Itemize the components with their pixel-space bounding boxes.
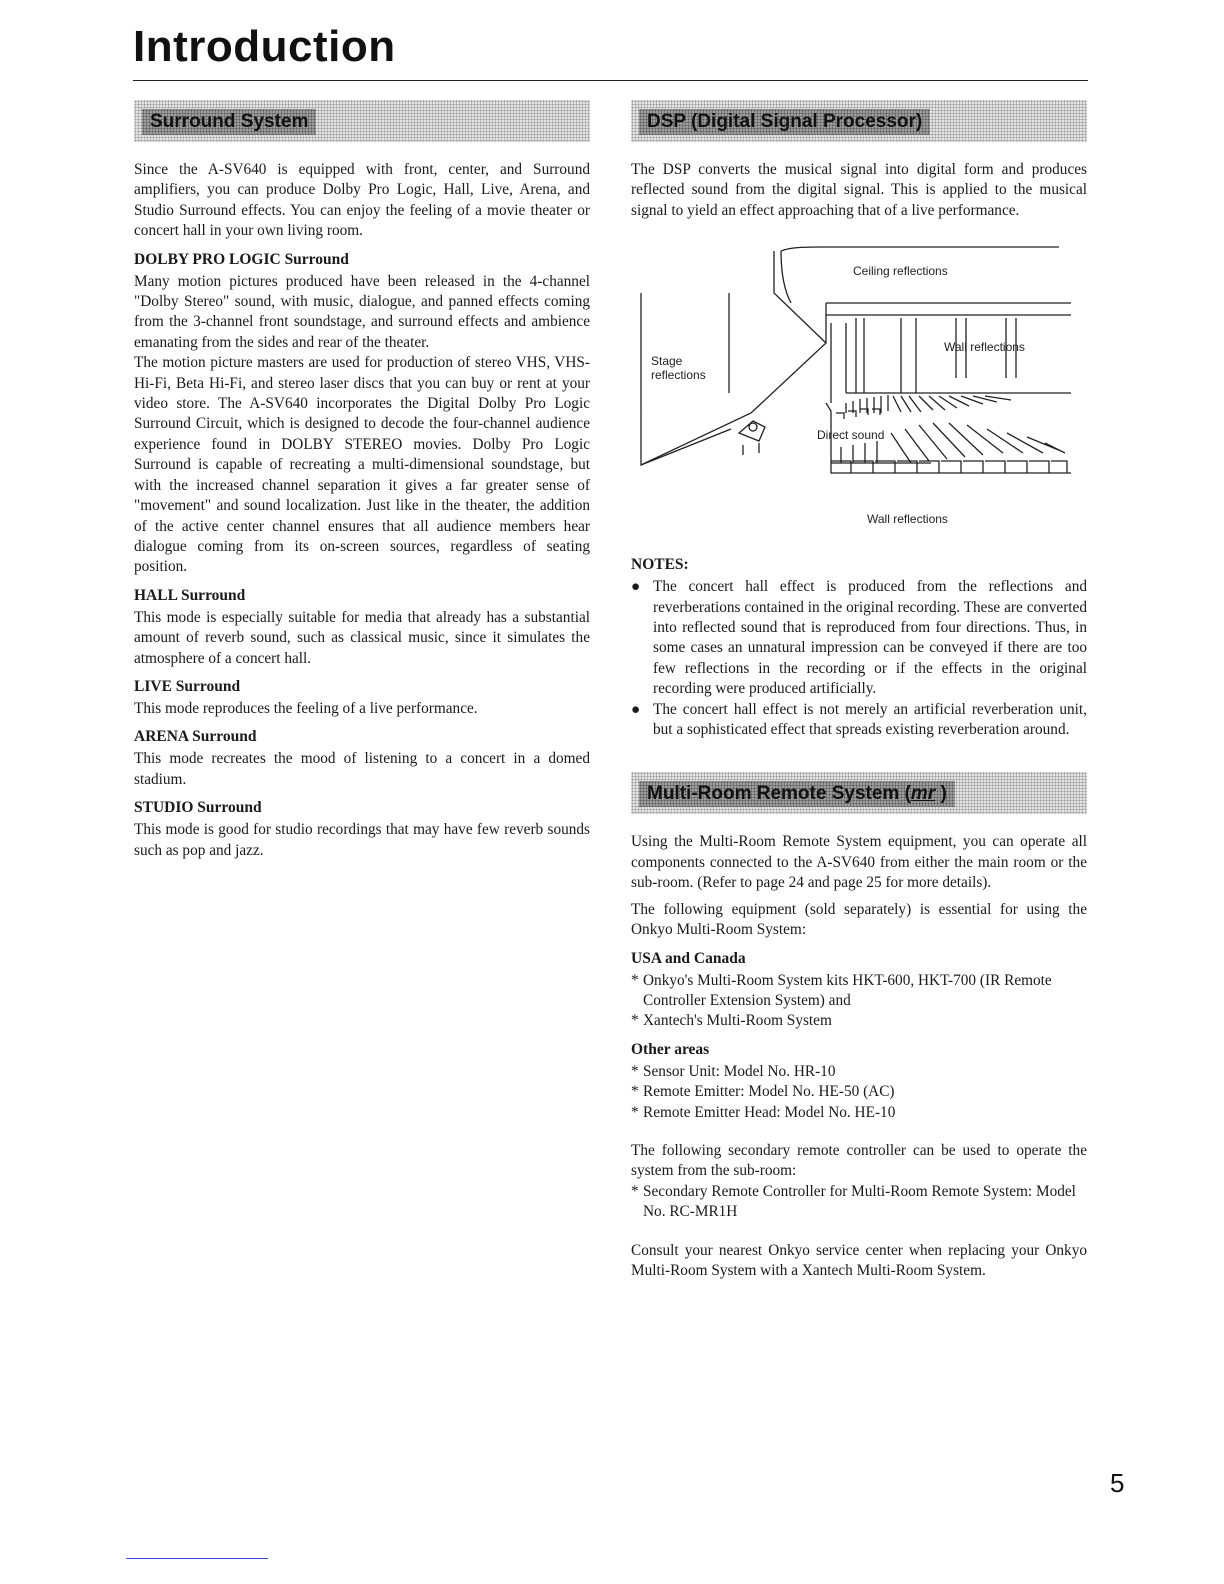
dolby-paragraph-2: The motion picture masters are used for production of stereo VHS, VHS-Hi-Fi, Beta Hi-Fi, and stereo laser discs that you can buy or rent at your video store. The A-SV640 incorporates the Digital Dolby Pro Logic Surround Circuit, which is designed to decode the four-channel audience experience found in DOLBY STEREO movies. Dolby Pro Logic Surround is capable of recreating a multi-dimensional soundstage, but with the increased channel separation it gives a far greater sense of "movement" and sound localization. Just like in the theater, the addition of the active center channel ensures that all audience members hear dialogue coming from its on-screen sources, regardless of seating position. xyxy=(134,354,590,576)
usa-equipment-list xyxy=(631,971,1087,1032)
consult-text: Consult your nearest Onkyo service center when replacing your Onkyo Multi-Room System with a Xantech Multi-Room System. xyxy=(631,1241,1087,1279)
multi-room-heading: Multi-Room Remote System (mr ) xyxy=(639,781,955,807)
secondary-controller-list xyxy=(631,1182,1087,1223)
footer-divider xyxy=(126,1558,268,1559)
ceiling-reflections-label: Ceiling reflections xyxy=(853,264,948,279)
list-item: * Onkyo's Multi-Room System kits HKT-600, HKT-700 (IR Remote Controller Extension System) and xyxy=(631,971,1052,1009)
secondary-intro: The following secondary remote controller can be used to operate the system from the sub-room: xyxy=(631,1141,1087,1180)
surround-intro: Since the A-SV640 is equipped with front, center, and Surround amplifiers, you can produce Dolby Pro Logic, Hall, Live, Arena, and Studio Surround effects. You can enjoy the feeling of a movie theater or concert hall in your own living room. xyxy=(134,161,590,240)
title-divider xyxy=(133,80,1088,81)
dsp-heading: DSP (Digital Signal Processor) xyxy=(639,109,930,135)
equipment-intro: The following equipment (sold separately) is essential for using the Onkyo Multi-Room System: xyxy=(631,900,1087,939)
wall-reflections-label: Wall reflections xyxy=(944,340,1025,355)
note-item xyxy=(631,700,1087,741)
notes-heading: NOTES: xyxy=(631,556,689,574)
list-item: * Remote Emitter: Model No. HE-50 (AC) xyxy=(631,1083,895,1101)
bullet-icon: ● xyxy=(631,700,641,718)
live-heading: LIVE Surround xyxy=(134,677,241,695)
hall-text: This mode is especially suitable for media that already has a substantial amount of reverb sound, such as classical music, since it simulates the atmosphere of a concert hall. xyxy=(134,608,590,667)
dsp-intro: The DSP converts the musical signal into digital form and produces reflected sound from the digital signal. This is applied to the musical signal to yield an effect approaching that of a live performance. xyxy=(631,161,1087,219)
other-equipment-list xyxy=(631,1062,1087,1123)
arena-text: This mode recreates the mood of listening to a concert in a domed stadium. xyxy=(134,750,590,788)
left-column xyxy=(134,100,590,867)
mr-logo-icon: mr xyxy=(910,783,936,805)
right-column xyxy=(631,100,1087,1287)
dolby-heading: DOLBY PRO LOGIC Surround xyxy=(134,250,349,268)
arena-heading: ARENA Surround xyxy=(134,728,257,746)
concert-hall-illustration xyxy=(631,233,1087,545)
note-item xyxy=(631,577,1087,699)
note-text: The concert hall effect is produced from the reflections and reverberations contained in the original recording. These are converted into reflected sound that is reproduced from four directions. Thus, in some cases an unnatural impression can be conveyed if there are too few reflections in the recording or if the effects in the original recording were produced artificially. xyxy=(653,578,1087,698)
page-number: 5 xyxy=(1110,1468,1125,1498)
studio-text: This mode is good for studio recordings that may have few reverb sounds such as pop and jazz. xyxy=(134,821,590,859)
bullet-icon: ● xyxy=(631,578,641,596)
list-item: * Secondary Remote Controller for Multi-Room Remote System: Model No. RC-MR1H xyxy=(631,1182,1076,1221)
studio-heading: STUDIO Surround xyxy=(134,799,262,817)
other-areas-heading: Other areas xyxy=(631,1040,710,1058)
surround-system-heading: Surround System xyxy=(142,109,316,135)
hall-heading: HALL Surround xyxy=(134,586,246,604)
stage-reflections-label-line1: Stage xyxy=(651,354,683,369)
usa-canada-heading: USA and Canada xyxy=(631,949,746,967)
notes-list xyxy=(631,577,1087,740)
multi-room-intro: Using the Multi-Room Remote System equipment, you can operate all components connected to the A-SV640 from either the main room or the sub-room. (Refer to page 24 and page 25 for more details). xyxy=(631,833,1087,892)
surround-system-banner xyxy=(134,100,590,142)
live-text: This mode reproduces the feeling of a live performance. xyxy=(134,699,478,717)
list-item: * Sensor Unit: Model No. HR-10 xyxy=(631,1062,836,1080)
note-text: The concert hall effect is not merely an artificial reverberation unit, but a sophisticated effect that spreads existing reverberation around. xyxy=(653,700,1087,739)
dolby-paragraph-1: Many motion pictures produced have been released in the 4-channel "Dolby Stereo" sound, with music, dialogue, and panned effects coming from the 3-channel front soundstage, and surround effects and ambience emanating from the sides and rear of the theater. xyxy=(134,272,590,351)
ceiling-curve xyxy=(781,247,1059,251)
stage-reflections-label-line2: reflections xyxy=(651,368,706,383)
list-item: * Xantech's Multi-Room System xyxy=(631,1012,832,1030)
multi-room-banner xyxy=(631,772,1087,814)
page-title: Introduction xyxy=(133,22,396,71)
dsp-banner xyxy=(631,100,1087,142)
concert-hall-diagram xyxy=(631,233,1087,545)
bottom-wall-reflections-label: Wall reflections xyxy=(867,512,948,527)
direct-sound-label: Direct sound xyxy=(817,428,885,443)
list-item: * Remote Emitter Head: Model No. HE-10 xyxy=(631,1103,896,1121)
